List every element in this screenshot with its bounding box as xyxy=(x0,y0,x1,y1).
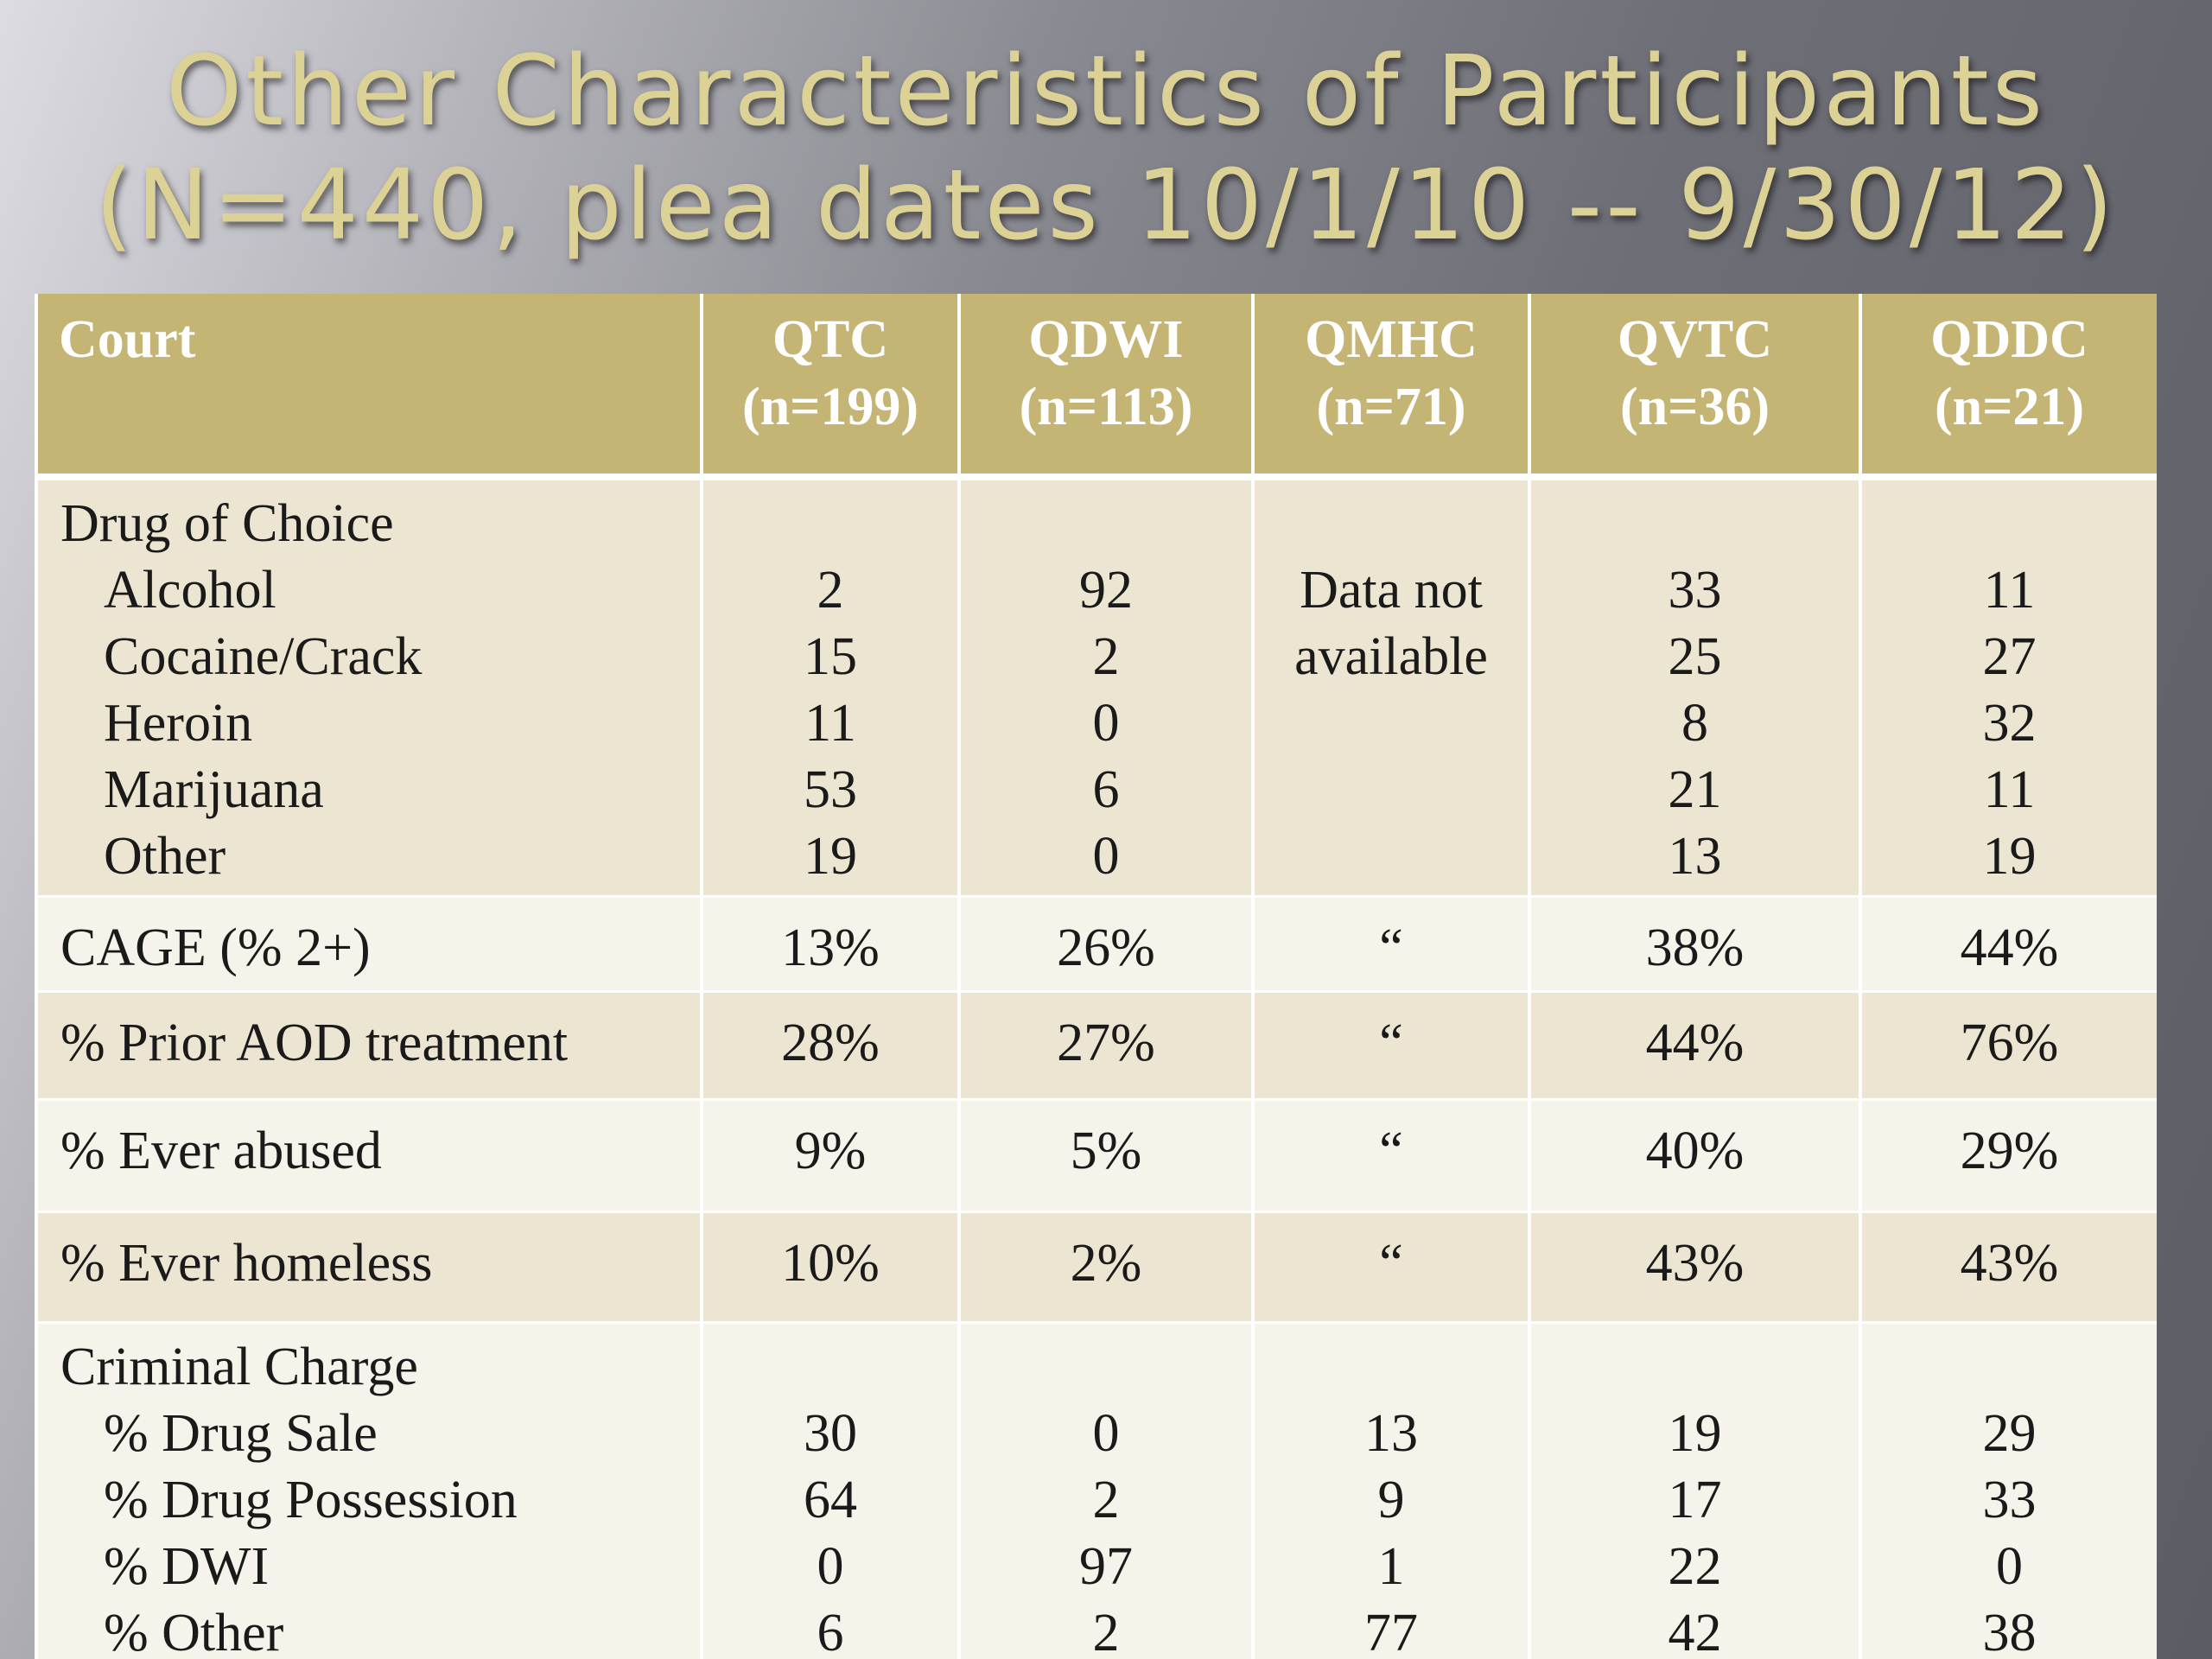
row-value: 28% xyxy=(702,992,959,1100)
drug-value: 11 xyxy=(1983,760,2036,819)
drug-value: 21 xyxy=(1668,760,1722,819)
drug-of-choice-heading: Drug of Choice xyxy=(60,494,394,553)
drug-label-other: Other xyxy=(104,827,226,886)
drug-label-marijuana: Marijuana xyxy=(104,760,324,819)
title-line-2: (N=440, plea dates 10/1/10 -- 9/30/12) xyxy=(95,149,2117,262)
row-value: 10% xyxy=(702,1212,959,1323)
participants-table xyxy=(35,294,2157,1659)
row-value: 2% xyxy=(959,1212,1253,1323)
charge-value: 6 xyxy=(817,1604,844,1659)
drug-qdwi-values xyxy=(959,477,1253,897)
header-qtc-n: (n=199) xyxy=(741,378,919,436)
drug-label-heroin: Heroin xyxy=(104,694,253,753)
charge-value: 29 xyxy=(1982,1404,2037,1463)
table-row-ever-abused xyxy=(36,1100,2157,1212)
drug-value: 19 xyxy=(1982,827,2037,886)
drug-value: 2 xyxy=(1092,627,1120,686)
drug-label-alcohol: Alcohol xyxy=(104,561,276,620)
drug-of-choice-labels xyxy=(36,477,702,897)
drug-value: 0 xyxy=(1092,694,1120,753)
row-label: % Ever abused xyxy=(36,1100,702,1212)
charge-qddc-values xyxy=(1860,1323,2157,1659)
criminal-charge-heading: Criminal Charge xyxy=(60,1338,418,1396)
drug-value: 8 xyxy=(1681,694,1708,753)
header-row xyxy=(36,294,2157,477)
drug-qddc-values xyxy=(1860,477,2157,897)
charge-qtc-values xyxy=(702,1323,959,1659)
drug-value: 0 xyxy=(1092,827,1120,886)
charge-value: 64 xyxy=(804,1471,857,1529)
header-qdwi-n: (n=113) xyxy=(1019,378,1193,436)
header-qmhc-name: QMHC xyxy=(1305,310,1478,369)
row-value: 43% xyxy=(1529,1212,1860,1323)
charge-value: 77 xyxy=(1364,1604,1418,1659)
header-qdwi xyxy=(959,294,1253,477)
row-value: 27% xyxy=(959,992,1253,1100)
drug-value: available xyxy=(1294,627,1488,686)
drug-qmhc-values xyxy=(1253,477,1529,897)
charge-value: 2 xyxy=(1092,1604,1120,1659)
drug-qvtc-values xyxy=(1529,477,1860,897)
charge-value: 9 xyxy=(1377,1471,1405,1529)
header-qddc xyxy=(1860,294,2157,477)
charge-value: 2 xyxy=(1092,1471,1120,1529)
charge-value: 0 xyxy=(1996,1537,2023,1596)
drug-value: 6 xyxy=(1092,760,1120,819)
charge-value: 0 xyxy=(817,1537,844,1596)
charge-value: 0 xyxy=(1092,1404,1120,1463)
drug-value: 2 xyxy=(817,561,844,620)
row-label: CAGE (% 2+) xyxy=(36,897,702,992)
row-value: 40% xyxy=(1529,1100,1860,1212)
criminal-charge-row xyxy=(36,1323,2157,1659)
drug-value: 13 xyxy=(1668,827,1722,886)
charge-label-drug-sale: % Drug Sale xyxy=(104,1404,378,1463)
title-line-1: Other Characteristics of Participants xyxy=(165,35,2047,148)
charge-value: 38 xyxy=(1982,1604,2037,1659)
charge-value: 19 xyxy=(1668,1404,1722,1463)
row-value: “ xyxy=(1253,1212,1529,1323)
row-value: “ xyxy=(1253,992,1529,1100)
table-row-cage xyxy=(36,897,2157,992)
row-value: 43% xyxy=(1860,1212,2157,1323)
drug-value: Data not xyxy=(1300,561,1483,620)
row-value: 26% xyxy=(959,897,1253,992)
charge-value: 1 xyxy=(1377,1537,1405,1596)
header-qtc-name: QTC xyxy=(772,310,889,369)
row-value: 9% xyxy=(702,1100,959,1212)
charge-qmhc-values xyxy=(1253,1323,1529,1659)
charge-value: 30 xyxy=(804,1404,857,1463)
header-qddc-name: QDDC xyxy=(1930,310,2088,369)
charge-qvtc-values xyxy=(1529,1323,1860,1659)
charge-label-dwi: % DWI xyxy=(104,1537,270,1596)
row-value: “ xyxy=(1253,897,1529,992)
row-value: 44% xyxy=(1529,992,1860,1100)
drug-of-choice-row xyxy=(36,477,2157,897)
header-qmhc xyxy=(1253,294,1529,477)
charge-value: 42 xyxy=(1668,1604,1722,1659)
row-value: 38% xyxy=(1529,897,1860,992)
header-qddc-n: (n=21) xyxy=(1934,378,2085,436)
drug-value: 19 xyxy=(804,827,857,886)
drug-value: 33 xyxy=(1668,561,1722,620)
charge-value: 22 xyxy=(1668,1537,1722,1596)
charge-value: 97 xyxy=(1079,1537,1133,1596)
slide-title xyxy=(0,35,2212,263)
drug-qtc-values xyxy=(702,477,959,897)
header-qtc xyxy=(702,294,959,477)
drug-label-cocaine: Cocaine/Crack xyxy=(104,627,423,686)
table-row-prior-aod xyxy=(36,992,2157,1100)
charge-label-other: % Other xyxy=(104,1604,284,1659)
charge-value: 13 xyxy=(1364,1404,1418,1463)
charge-value: 33 xyxy=(1982,1471,2037,1529)
header-qvtc-n: (n=36) xyxy=(1619,378,1770,436)
drug-value: 11 xyxy=(804,694,856,753)
header-qvtc-name: QVTC xyxy=(1617,310,1773,369)
drug-value: 27 xyxy=(1982,627,2037,686)
row-value: 44% xyxy=(1860,897,2157,992)
drug-value: 25 xyxy=(1668,627,1722,686)
charge-label-drug-possession: % Drug Possession xyxy=(104,1471,518,1529)
row-label: % Prior AOD treatment xyxy=(36,992,702,1100)
row-value: “ xyxy=(1253,1100,1529,1212)
header-qmhc-n: (n=71) xyxy=(1316,378,1466,436)
table-container xyxy=(35,294,2157,1659)
drug-value: 32 xyxy=(1982,694,2037,753)
row-label: % Ever homeless xyxy=(36,1212,702,1323)
row-value: 13% xyxy=(702,897,959,992)
drug-value: 11 xyxy=(1983,561,2036,620)
header-court: Court xyxy=(36,294,702,477)
charge-qdwi-values xyxy=(959,1323,1253,1659)
table-row-ever-homeless xyxy=(36,1212,2157,1323)
row-value: 5% xyxy=(959,1100,1253,1212)
row-value: 76% xyxy=(1860,992,2157,1100)
criminal-charge-labels xyxy=(36,1323,702,1659)
charge-value: 17 xyxy=(1668,1471,1722,1529)
row-value: 29% xyxy=(1860,1100,2157,1212)
header-qvtc xyxy=(1529,294,1860,477)
header-qdwi-name: QDWI xyxy=(1028,310,1184,369)
drug-value: 92 xyxy=(1079,561,1133,620)
drug-value: 53 xyxy=(804,760,857,819)
drug-value: 15 xyxy=(804,627,857,686)
